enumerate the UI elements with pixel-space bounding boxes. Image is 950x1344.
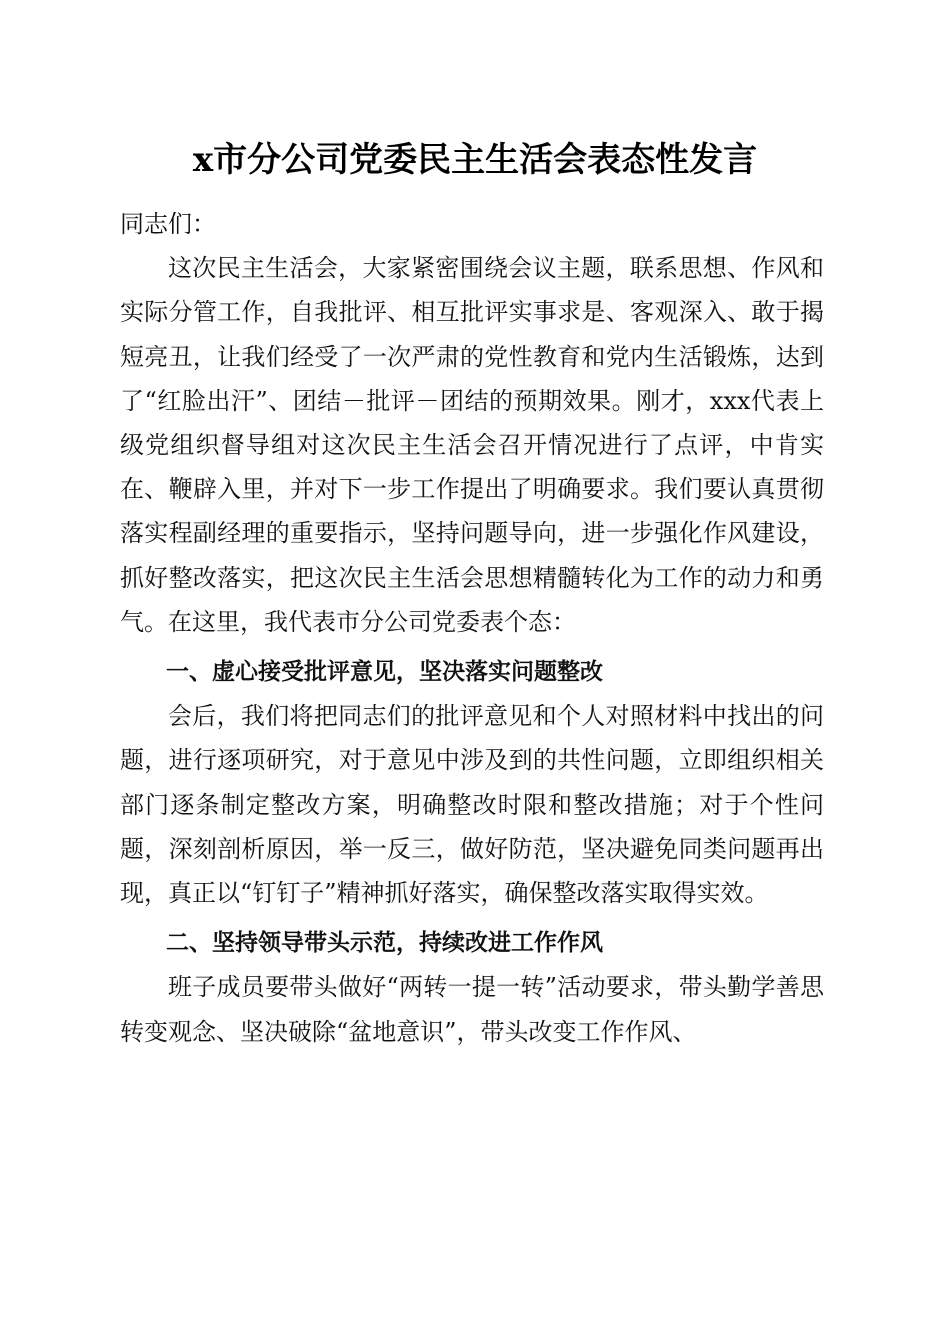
- section-heading-2: 二、坚持领导带头示范，持续改进工作作风: [166, 930, 603, 957]
- intro-paragraph: 这次民主生活会，大家紧密围绕会议主题，联系思想、作风和实际分管工作，自我批评、相互批评实事求是、客观深入、敢于揭短亮丑，让我们经受了一次严肃的党性教育和党内生活锻炼，达到了“红脸出汗”、团结－批评－团结的预期效果。刚才，xxx代表上级党组织督导组对这次民主生活会召开情况进行了点评，中肯实在、鞭辟入里，并对下一步工作提出了明确要求。我们要认真贯彻落实程副经理的重要指示，坚持问题导向，进一步强化作风建设，抓好整改落实，把这次民主生活会思想精髓转化为工作的动力和勇气。在这里，我代表市分公司党委表个态：: [120, 254, 824, 636]
- section-paragraph-1: 会后，我们将把同志们的批评意见和个人对照材料中找出的问题，进行逐项研究，对于意见中涉及到的共性问题，立即组织相关部门逐条制定整改方案，明确整改时限和整改措施；对于个性问题，深刻剖析原因，举一反三，做好防范，坚决避免同类问题再出现，真正以“钉钉子”精神抓好落实，确保整改落实取得实效。: [120, 702, 824, 908]
- section-heading-1: 一、虚心接受批评意见，坚决落实问题整改: [166, 659, 603, 686]
- document-title: x市分公司党委民主生活会表态性发言: [192, 140, 758, 180]
- section-paragraph-2: 班子成员要带头做好“两转一提一转”活动要求，带头勤学善思转变观念、坚决破除“盆地意识”，带头改变工作作风、: [120, 973, 824, 1046]
- document-body: [120, 202, 824, 1054]
- salutation: 同志们：: [120, 210, 216, 238]
